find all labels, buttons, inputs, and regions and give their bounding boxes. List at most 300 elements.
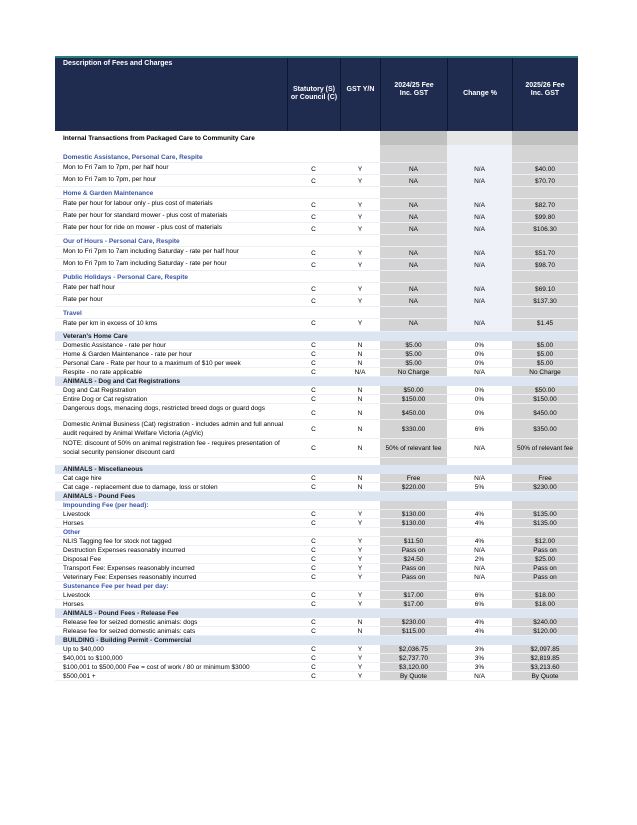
row-description: ANIMALS - Pound Fees: [63, 493, 136, 500]
row-description: Personal Care - Rate per hour to a maximum of $10 per week: [63, 360, 241, 367]
change-cell: N/A: [474, 166, 485, 173]
row-description: Dog and Cat Registration: [63, 387, 136, 394]
header-divider: [380, 58, 381, 131]
statutory-cell: C: [311, 426, 316, 433]
fee-2425-cell: NA: [408, 298, 419, 305]
fee-2526-cell: $3,213.60: [530, 664, 560, 671]
table-row: [55, 591, 578, 600]
row-description: Rate per half hour: [63, 284, 116, 291]
statutory-cell: C: [311, 445, 316, 452]
gst-cell: Y: [357, 320, 363, 327]
row-description: Destruction Expenses reasonably incurred: [63, 547, 186, 554]
fee-2526-column-shade: [512, 458, 578, 465]
row-description: ANIMALS - Dog and Cat Registrations: [63, 378, 181, 385]
fee-2526-cell: $70.70: [535, 178, 555, 185]
gst-cell: N: [357, 426, 363, 433]
row-description: ANIMALS - Miscellaneous: [63, 466, 143, 473]
statutory-cell: C: [311, 369, 316, 376]
fee-2526-cell: $450.00: [533, 410, 557, 417]
fee-2526-column-shade: [512, 492, 578, 501]
statutory-cell: C: [311, 202, 316, 209]
row-description: Respite - no rate applicable: [63, 369, 143, 376]
change-cell: 3%: [474, 646, 485, 653]
statutory-cell: C: [311, 601, 316, 608]
row-description: Veterinary Fee: Expenses reasonably incurred: [63, 574, 197, 581]
row-description: Livestock: [63, 592, 91, 599]
fee-2425-cell: $130.00: [401, 511, 426, 518]
fee-2425-cell: Pass on: [401, 574, 426, 581]
fee-2425-cell: $3,120.00: [399, 664, 428, 671]
table-row: [55, 510, 578, 519]
row-description: Rate per hour: [63, 296, 103, 303]
fee-2425-cell: $2,737.70: [399, 655, 428, 662]
row-description: Domestic Animal Business (Cat) registration - includes admin and full annual audit required by Animal Welfare Victoria (AgVic): [63, 421, 284, 437]
statutory-cell: C: [311, 574, 316, 581]
table-row: [55, 175, 578, 187]
gst-cell: N: [357, 410, 363, 417]
col-header-change: Change %: [463, 90, 497, 97]
gst-cell: N: [357, 351, 363, 358]
fee-2425-column-shade: [380, 377, 447, 386]
col-header-fee-2425: 2024/25 Fee Inc. GST: [394, 82, 434, 97]
fee-2425-column-shade: [380, 131, 447, 145]
fee-2526-cell: $5.00: [536, 342, 554, 349]
table-row: [55, 359, 578, 368]
gst-cell: N: [357, 396, 363, 403]
statutory-cell: C: [311, 628, 316, 635]
fee-2425-cell: NA: [408, 226, 419, 233]
fee-2526-cell: $12.00: [535, 538, 555, 545]
fee-2425-cell: 50% of relevant fee: [385, 445, 442, 452]
table-row: [55, 537, 578, 546]
fee-2526-cell: Pass on: [533, 565, 557, 572]
table-row: [55, 564, 578, 573]
statutory-cell: C: [311, 396, 316, 403]
statutory-cell: C: [311, 646, 316, 653]
change-cell: N/A: [474, 250, 485, 257]
fee-2425-cell: NA: [408, 178, 419, 185]
statutory-cell: C: [311, 262, 316, 269]
header-divider: [447, 58, 448, 131]
fee-2526-cell: $51.70: [535, 250, 555, 257]
gst-cell: N: [357, 484, 363, 491]
change-cell: N/A: [474, 369, 485, 376]
gst-cell: N: [357, 475, 363, 482]
change-cell: 4%: [474, 520, 485, 527]
change-cell: 4%: [474, 538, 485, 545]
table-row: [55, 319, 578, 332]
row-description: Home & Garden Maintenance - rate per hour: [63, 351, 192, 358]
fee-2526-cell: $240.00: [533, 619, 557, 626]
row-description: BUILDING - Building Permit - Commercial: [63, 637, 192, 644]
gst-cell: Y: [357, 202, 363, 209]
row-divider: [55, 680, 578, 681]
gst-cell: Y: [357, 574, 363, 581]
gst-cell: Y: [357, 646, 363, 653]
row-description: Release fee for seized domestic animals: cats: [63, 628, 196, 635]
gst-cell: Y: [357, 556, 363, 563]
row-description: Horses: [63, 520, 84, 527]
gst-cell: Y: [357, 226, 363, 233]
statutory-cell: C: [311, 360, 316, 367]
change-cell: N/A: [474, 286, 485, 293]
table-row: [55, 341, 578, 350]
fee-2425-cell: $2,036.75: [399, 646, 428, 653]
table-row: [55, 600, 578, 609]
fee-2425-cell: Pass on: [401, 547, 426, 554]
subsection-row: [55, 151, 578, 163]
change-cell: N/A: [474, 214, 485, 221]
fee-2425-column-shade: [380, 609, 447, 618]
statutory-cell: C: [311, 226, 316, 233]
header-divider: [512, 58, 513, 131]
table-row: [55, 295, 578, 307]
fee-2425-cell: $5.00: [405, 351, 422, 358]
row-description: Entire Dog or Cat registration: [63, 396, 148, 403]
fee-2425-cell: $5.00: [405, 342, 422, 349]
section-header-row: [55, 636, 578, 645]
statutory-cell: C: [311, 520, 316, 527]
fee-2425-cell: $17.00: [403, 601, 424, 608]
table-row: [55, 555, 578, 564]
table-row: [55, 645, 578, 654]
gst-cell: N: [357, 445, 363, 452]
gst-cell: Y: [357, 538, 363, 545]
change-cell: 4%: [474, 511, 485, 518]
table-row: [55, 654, 578, 663]
row-description: Rate per hour for standard mower - plus cost of materials: [63, 212, 228, 219]
gst-cell: Y: [357, 250, 363, 257]
change-cell: 0%: [474, 351, 485, 358]
change-cell: N/A: [474, 178, 485, 185]
change-cell: N/A: [474, 445, 485, 452]
row-description: Livestock: [63, 511, 91, 518]
row-description: Mon to Fri 7am to 7pm, per half hour: [63, 164, 169, 171]
change-cell: 5%: [474, 484, 485, 491]
fee-2425-cell: NA: [408, 286, 419, 293]
row-description: Public Holidays - Personal Care, Respite: [63, 274, 188, 281]
statutory-cell: C: [311, 565, 316, 572]
statutory-cell: C: [311, 538, 316, 545]
gst-cell: Y: [357, 286, 363, 293]
fee-2425-cell: NA: [408, 166, 419, 173]
section-header-row: [55, 332, 578, 341]
fee-2526-cell: $2,819.85: [530, 655, 560, 662]
table-row: [55, 439, 578, 458]
table-row: [55, 247, 578, 259]
statutory-cell: C: [311, 320, 316, 327]
change-cell: N/A: [474, 673, 485, 680]
fee-2425-column-shade: [380, 636, 447, 645]
subsection-row: [55, 271, 578, 283]
table-row: [55, 386, 578, 395]
table-row: [55, 404, 578, 420]
change-cell: 3%: [474, 655, 485, 662]
fee-2425-cell: $150.00: [401, 396, 426, 403]
fee-2526-cell: $5.00: [536, 351, 554, 358]
fee-2425-cell: $115.00: [401, 628, 425, 635]
subsection-row: [55, 528, 578, 537]
table-row: [55, 420, 578, 439]
category-row: [55, 131, 578, 145]
row-description: Cat cage - replacement due to damage, loss or stolen: [63, 484, 218, 491]
col-header-gst: GST Y/N: [346, 86, 375, 93]
row-description: Disposal Fee: [63, 556, 101, 563]
gst-cell: Y: [357, 298, 363, 305]
fee-2526-cell: $1.45: [536, 320, 554, 327]
table-row: [55, 350, 578, 359]
table-header: [55, 58, 578, 131]
subsection-row: [55, 501, 578, 510]
table-row: [55, 663, 578, 672]
row-description: Mon to Fri 7am to 7pm, per hour: [63, 176, 157, 183]
gst-cell: Y: [357, 520, 363, 527]
spacer-row: [55, 458, 578, 465]
fee-2526-column-shade: [512, 131, 578, 145]
statutory-cell: C: [311, 250, 316, 257]
col-header-fee-2526: 2025/26 Fee Inc. GST: [525, 82, 565, 97]
row-description: ANIMALS - Pound Fees - Release Fee: [63, 610, 179, 617]
row-description: Transport Fee: Expenses reasonably incurred: [63, 565, 195, 572]
row-description: Mon to Fri 7pm to 7am including Saturday - rate per half hour: [63, 248, 239, 255]
table-row: [55, 283, 578, 295]
row-description: Impounding Fee (per head):: [63, 502, 149, 509]
row-description: Sustenance Fee per head per day:: [63, 583, 169, 590]
row-description: Domestic Assistance, Personal Care, Respite: [63, 154, 203, 161]
row-description: Veteran's Home Care: [63, 333, 128, 340]
statutory-cell: C: [311, 655, 316, 662]
change-cell: N/A: [474, 298, 485, 305]
row-description: Other: [63, 529, 81, 536]
fee-2526-cell: $99.80: [535, 214, 555, 221]
statutory-cell: C: [311, 166, 316, 173]
statutory-cell: C: [311, 592, 316, 599]
statutory-cell: C: [311, 286, 316, 293]
table-row: [55, 573, 578, 582]
fee-2425-cell: By Quote: [399, 673, 428, 680]
row-description: Rate per hour for labour only - plus cost of materials: [63, 200, 213, 207]
fee-2526-column-shade: [512, 332, 578, 341]
change-cell: N/A: [474, 475, 485, 482]
statutory-cell: C: [311, 342, 316, 349]
fee-2526-column-shade: [512, 636, 578, 645]
statutory-cell: C: [311, 511, 316, 518]
fee-2526-column-shade: [512, 377, 578, 386]
statutory-cell: C: [311, 484, 316, 491]
row-description: Up to $40,000: [63, 646, 104, 653]
statutory-cell: C: [311, 556, 316, 563]
row-description: Domestic Assistance - rate per hour: [63, 342, 166, 349]
row-description: NOTE: discount of 50% on animal registration fee - requires presentation of social security pensioner discount card: [63, 440, 280, 456]
fee-2526-cell: No Charge: [529, 369, 561, 376]
gst-cell: Y: [357, 592, 363, 599]
section-header-row: [55, 609, 578, 618]
change-cell: 4%: [474, 628, 485, 635]
change-cell: N/A: [474, 320, 485, 327]
fee-2526-cell: $18.00: [535, 592, 555, 599]
change-cell: 0%: [474, 410, 485, 417]
fee-rows: [55, 131, 578, 681]
gst-cell: Y: [357, 565, 363, 572]
change-cell: 3%: [474, 664, 485, 671]
subsection-row: [55, 187, 578, 199]
table-row: [55, 474, 578, 483]
fee-2425-cell: $330.00: [401, 426, 426, 433]
fee-2526-cell: $25.00: [535, 556, 555, 563]
table-row: [55, 223, 578, 235]
row-description: Release fee for seized domestic animals: dogs: [63, 619, 198, 626]
statutory-cell: C: [311, 298, 316, 305]
section-header-row: [55, 492, 578, 501]
table-row: [55, 211, 578, 223]
fee-2425-cell: NA: [408, 320, 419, 327]
fee-2526-cell: Pass on: [533, 574, 557, 581]
change-cell: 0%: [474, 342, 485, 349]
fee-2526-cell: $230.00: [533, 484, 557, 491]
table-row: [55, 395, 578, 404]
header-divider: [287, 58, 288, 131]
header-divider: [340, 58, 341, 131]
section-header-row: [55, 465, 578, 474]
fee-2526-cell: $150.00: [533, 396, 557, 403]
table-row: [55, 519, 578, 528]
table-row: [55, 546, 578, 555]
change-column-shade: [447, 131, 512, 145]
row-description: Our of Hours - Personal Care, Respite: [63, 238, 180, 245]
statutory-cell: C: [311, 547, 316, 554]
statutory-cell: C: [311, 387, 316, 394]
row-description: Home & Garden Maintenance: [63, 190, 154, 197]
gst-cell: Y: [357, 655, 363, 662]
fee-2526-cell: $135.00: [533, 520, 557, 527]
fee-2425-cell: $50.00: [403, 387, 424, 394]
table-row: [55, 483, 578, 492]
statutory-cell: C: [311, 664, 316, 671]
change-cell: 0%: [474, 360, 485, 367]
row-description: $500,001 +: [63, 673, 96, 680]
row-description: Rate per hour for ride on mower - plus cost of materials: [63, 224, 222, 231]
gst-cell: Y: [357, 511, 363, 518]
fee-2526-cell: $50.00: [535, 387, 555, 394]
statutory-cell: C: [311, 351, 316, 358]
row-description: Cat cage hire: [63, 475, 102, 482]
gst-cell: Y: [357, 601, 363, 608]
change-cell: N/A: [474, 262, 485, 269]
fee-2526-cell: $40.00: [535, 166, 555, 173]
fee-2425-cell: NA: [408, 262, 419, 269]
gst-cell: N: [357, 628, 363, 635]
fee-2526-cell: $350.00: [533, 426, 557, 433]
fee-2425-column-shade: [380, 458, 447, 465]
statutory-cell: C: [311, 410, 316, 417]
change-cell: 0%: [474, 387, 485, 394]
change-cell: N/A: [474, 202, 485, 209]
fee-2526-cell: $120.00: [533, 628, 557, 635]
fee-2425-cell: No Charge: [397, 369, 430, 376]
gst-cell: N: [357, 360, 363, 367]
fee-2425-cell: Free: [406, 475, 421, 482]
row-description: Mon to Fri 7pm to 7am including Saturday - rate per hour: [63, 260, 227, 267]
gst-cell: Y: [357, 262, 363, 269]
change-cell: 4%: [474, 619, 485, 626]
row-description: NLIS Tagging fee for stock not tagged: [63, 538, 172, 545]
col-header-statutory: Statutory (S) or Council (C): [290, 86, 338, 101]
change-cell: 0%: [474, 396, 485, 403]
statutory-cell: C: [311, 214, 316, 221]
row-description: Rate per km in excess of 10 kms: [63, 320, 158, 327]
fees-document: [55, 56, 578, 681]
fee-2526-cell: $135.00: [533, 511, 557, 518]
fee-2425-cell: $11.50: [403, 538, 424, 545]
row-description: Dangerous dogs, menacing dogs, restricted breed dogs or guard dogs: [63, 405, 265, 412]
change-cell: N/A: [474, 547, 485, 554]
row-description: $100,001 to $500,000 Fee = cost of work / 80 or minimum $3000: [63, 664, 250, 671]
fee-2425-cell: $230.00: [401, 619, 426, 626]
subsection-row: [55, 307, 578, 319]
gst-cell: Y: [357, 664, 363, 671]
change-cell: 2%: [474, 556, 485, 563]
change-cell: 6%: [474, 592, 485, 599]
gst-cell: Y: [357, 178, 363, 185]
table-row: [55, 163, 578, 175]
fee-2526-cell: 50% of relevant fee: [516, 445, 573, 452]
row-description: Travel: [63, 310, 82, 317]
fee-2526-cell: $82.70: [535, 202, 555, 209]
fee-2526-cell: $98.70: [535, 262, 555, 269]
table-row: [55, 672, 578, 681]
gst-cell: N/A: [354, 369, 366, 376]
fee-2425-cell: NA: [408, 202, 419, 209]
fee-2526-cell: $69.10: [535, 286, 555, 293]
gst-cell: N: [357, 387, 363, 394]
table-row: [55, 618, 578, 627]
row-description: $40,001 to $100,000: [63, 655, 123, 662]
fee-2425-cell: $450.00: [401, 410, 426, 417]
table-row: [55, 259, 578, 271]
change-cell: N/A: [474, 565, 485, 572]
change-cell: 6%: [474, 601, 485, 608]
fee-2526-cell: $18.00: [535, 601, 555, 608]
fee-2425-cell: NA: [408, 250, 419, 257]
fee-2425-column-shade: [380, 492, 447, 501]
statutory-cell: C: [311, 619, 316, 626]
row-description: Internal Transactions from Packaged Care to Community Care: [63, 135, 255, 142]
fee-2425-cell: $130.00: [401, 520, 426, 527]
fee-2526-cell: $2,097.85: [530, 646, 560, 653]
fee-2526-cell: Pass on: [533, 547, 557, 554]
fee-2425-cell: NA: [408, 214, 419, 221]
change-cell: 6%: [474, 426, 485, 433]
fee-2526-cell: $106.30: [533, 226, 557, 233]
fee-2526-cell: $137.30: [533, 298, 557, 305]
gst-cell: N: [357, 342, 363, 349]
statutory-cell: C: [311, 475, 316, 482]
change-cell: N/A: [474, 574, 485, 581]
fee-2526-column-shade: [512, 465, 578, 474]
fee-2425-cell: Pass on: [401, 565, 426, 572]
fee-2526-cell: $5.00: [536, 360, 554, 367]
fee-2526-cell: Free: [538, 475, 552, 482]
gst-cell: N: [357, 619, 363, 626]
subsection-row: [55, 582, 578, 591]
fee-2425-cell: $17.00: [403, 592, 424, 599]
section-header-row: [55, 377, 578, 386]
fee-2425-cell: $220.00: [401, 484, 426, 491]
fee-2425-column-shade: [380, 465, 447, 474]
table-row: [55, 368, 578, 377]
gst-cell: Y: [357, 166, 363, 173]
fee-2526-column-shade: [512, 609, 578, 618]
